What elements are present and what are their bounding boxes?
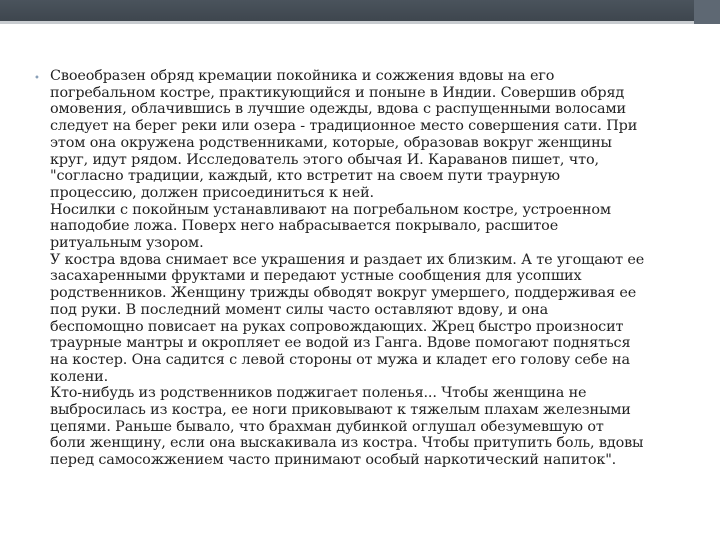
text-line: цепями. Раньше бывало, что брахман дубинкой оглушал обезумевшую от bbox=[50, 418, 604, 435]
slide-body bbox=[34, 68, 690, 469]
top-header-bar bbox=[0, 0, 720, 21]
body-text bbox=[50, 68, 690, 469]
text-line: омовения, облачившись в лучшие одежды, вдова с распущенными волосами bbox=[50, 101, 626, 118]
text-line: Своеобразен обряд кремации покойника и сожжения вдовы на его bbox=[50, 68, 555, 84]
text-line: выбросилась из костра, ее ноги приковывают к тяжелым плахам железными bbox=[50, 402, 631, 419]
text-line: ритуальным узором. bbox=[50, 235, 204, 252]
text-line: этом она окружена родственниками, которые, образовав вокруг женщины bbox=[50, 134, 612, 151]
text-line: боли женщину, если она выскакивала из костра. Чтобы притупить боль, вдовы bbox=[50, 435, 644, 452]
text-line: процессию, должен присоединиться к ней. bbox=[50, 184, 374, 201]
text-line: погребальном костре, практикующийся и поныне в Индии. Совершив обряд bbox=[50, 84, 625, 101]
text-line: Кто-нибудь из родственников поджигает поленья... Чтобы женщина не bbox=[50, 385, 587, 402]
text-line: под руки. В последний момент силы часто оставляют вдову, и она bbox=[50, 301, 548, 318]
top-accent-stripe bbox=[0, 21, 720, 24]
text-line: родственников. Женщину трижды обводят вокруг умершего, поддерживая ее bbox=[50, 285, 637, 302]
text-line: круг, идут рядом. Исследователь этого обычая И. Караванов пишет, что, bbox=[50, 151, 599, 168]
text-line: следует на берег реки или озера - традиционное место совершения сати. При bbox=[50, 118, 638, 135]
text-line: перед самосожжением часто принимают особый наркотический напиток". bbox=[50, 452, 617, 469]
text-line: колени. bbox=[50, 368, 109, 385]
text-line: засахаренными фруктами и передают устные сообщения для усопших bbox=[50, 268, 582, 285]
text-line: на костер. Она садится с левой стороны от мужа и кладет его голову себе на bbox=[50, 351, 630, 368]
text-line: У костра вдова снимает все украшения и раздает их близким. А те угощают ее bbox=[50, 251, 645, 268]
text-line: траурные мантры и окропляет ее водой из Ганга. Вдове помогают подняться bbox=[50, 335, 631, 352]
text-line: беспомощно повисает на руках сопровождающих. Жрец быстро произносит bbox=[50, 318, 624, 335]
text-line: наподобие ложа. Поверх него набрасывается покрывало, расшитое bbox=[50, 218, 559, 235]
text-line: Носилки с покойным устанавливают на погребальном костре, устроенном bbox=[50, 201, 611, 218]
text-line: "согласно традиции, каждый, кто встретит на своем пути траурную bbox=[50, 168, 560, 185]
corner-tab bbox=[694, 0, 720, 24]
bullet-icon: • bbox=[34, 73, 40, 84]
